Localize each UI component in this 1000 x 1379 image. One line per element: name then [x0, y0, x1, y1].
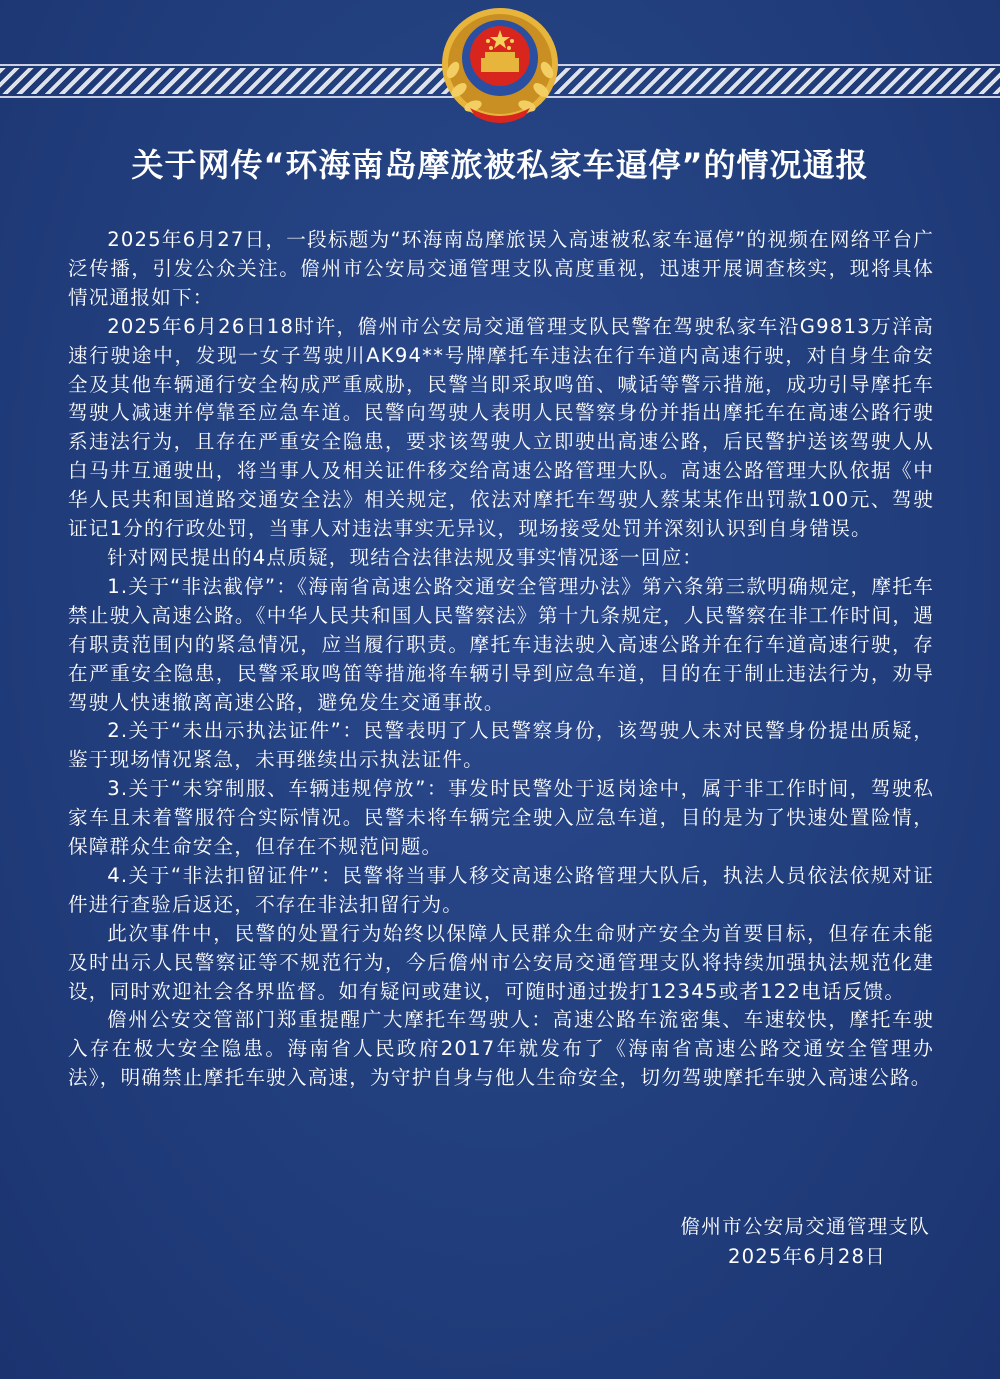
notice-body: [68, 226, 934, 1093]
paragraph-intro: 2025年6月27日，一段标题为“环海南岛摩旅误入高速被私家车逼停”的视频在网络平台广泛传播，引发公众关注。儋州市公安局交通管理支队高度重视，迅速开展调查核实，现将具体情况通报如下：: [68, 228, 934, 309]
paragraph-point-2: 2.关于“未出示执法证件”：民警表明了人民警察身份，该驾驶人未对民警身份提出质疑，鉴于现场情况紧急，未再继续出示执法证件。: [68, 719, 934, 772]
paragraph-incident: 2025年6月26日18时许，儋州市公安局交通管理支队民警在驾驶私家车沿G9813万洋高速行驶途中，发现一女子驾驶川AK94**号牌摩托车违法在行车道内高速行驶，对自身生命安全及其他车辆通行安全构成严重威胁，民警当即采取鸣笛、喊话等警示措施，成功引导摩托车驾驶人减速并停靠至应急车道。民警向驾驶人表明人民警察身份并指出摩托车在高速公路行驶系违法行为，且存在严重安全隐患，要求该驾驶人立即驶出高速公路，后民警护送该驾驶人从白马井互通驶出，将当事人及相关证件移交给高速公路管理大队。高速公路管理大队依据《中华人民共和国道路交通安全法》相关规定，依法对摩托车驾驶人蔡某某作出罚款100元、驾驶证记1分的行政处罚，当事人对违法事实无异议，现场接受处罚并深刻认识到自身错误。: [68, 314, 934, 541]
police-emblem-icon: [425, 0, 575, 130]
paragraph-point-1: 1.关于“非法截停”：《海南省高速公路交通安全管理办法》第六条第三款明确规定，摩托车禁止驶入高速公路。《中华人民共和国人民警察法》第十九条规定，人民警察在非工作时间，遇有职责范围内的紧急情况，应当履行职责。摩托车违法驶入高速公路并在行车道高速行驶，存在严重安全隐患，民警采取鸣笛等措施将车辆引导到应急车道，目的在于制止违法行为，劝导驾驶人快速撤离高速公路，避免发生交通事故。: [68, 574, 934, 714]
signature-organization: 儋州市公安局交通管理支队: [680, 1215, 930, 1238]
signature-date: 2025年6月28日: [727, 1245, 886, 1268]
paragraph-response-intro: 针对网民提出的4点质疑，现结合法律法规及事实情况逐一回应：: [107, 545, 704, 569]
paragraph-point-3: 3.关于“未穿制服、车辆违规停放”：事发时民警处于返岗途中，属于非工作时间，驾驶私家车且未着警服符合实际情况。民警未将车辆完全驶入应急车道，目的是为了快速处置险情，保障群众生命安全，但存在不规范问题。: [68, 777, 934, 859]
signature-block: [680, 1212, 930, 1272]
paragraph-conclusion: 此次事件中，民警的处置行为始终以保障人民群众生命财产安全为首要目标，但存在未能及时出示人民警察证等不规范行为，今后儋州市公安局交通管理支队将持续加强执法规范化建设，同时欢迎社会各界监督。如有疑问或建议，可随时通过拨打12345或者122电话反馈。: [68, 921, 934, 1003]
page-title: 关于网传“环海南岛摩旅被私家车逼停”的情况通报: [131, 146, 869, 184]
paragraph-reminder: 儋州公安交管部门郑重提醒广大摩托车驾驶人：高速公路车流密集、车速较快，摩托车驶入存在极大安全隐患。海南省人民政府2017年就发布了《海南省高速公路交通安全管理办法》，明确禁止摩托车驶入高速，为守护自身与他人生命安全，切勿驾驶摩托车驶入高速公路。: [68, 1008, 934, 1090]
paragraph-point-4: 4.关于“非法扣留证件”：民警将当事人移交高速公路管理大队后，执法人员依法依规对证件进行查验后返还，不存在非法扣留行为。: [68, 863, 934, 916]
